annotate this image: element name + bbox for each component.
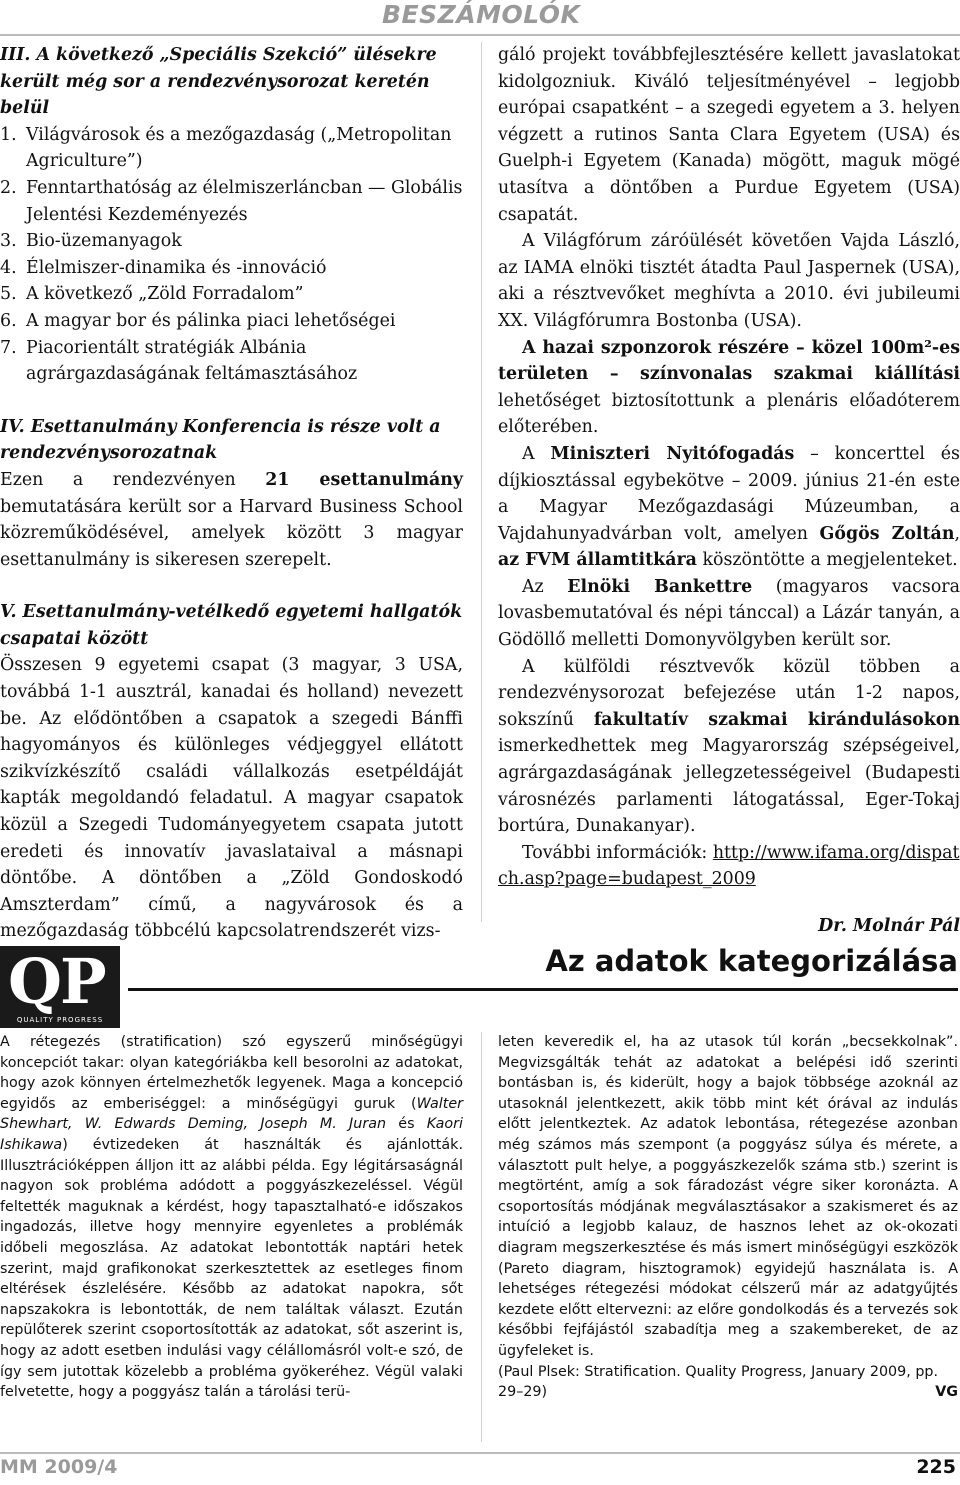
logo-letters: QP [8, 945, 105, 1018]
list-number: 6. [0, 310, 17, 331]
bold-run: 21 esettanulmány [265, 469, 464, 490]
list-item [0, 175, 463, 228]
source-citation [498, 1362, 958, 1403]
text-run: ) évtizedeken át használták és ajánlották. Illusztrációképpen álljon itt az alábbi példa. Egy légitársaságnál nagyon sok probléma adódott a poggyászkezeléssel. Végül feltették maguknak a kérdést, hogy tapasztalható-e időszakos ingadozás, illetve hogy mennyire egyenletes a problémák időbeli megoszlása. Az adatokat lebontották naptári hetek szerint, majd grafikonokat szerkesztettek az esetleges finom eltérések észlelésére. Később az adatokat napokra, sőt napszakokra is lebontották, de nem találtak választ. Ezután repülőterek szerint csoportosították az adatokat, sőt aszerint is, hogy az adott esetben indulási vagy célállomásról volt-e szó, de így sem jutottak közelebb a probléma gyökeréhez. Végül valaki felvetette, hogy a poggyász talán a tárolási terü- [0, 1136, 463, 1401]
list-item [0, 122, 463, 175]
left-column [0, 42, 464, 942]
text-run: A rétegezés (stratification) szó egyszerű minőségügyi koncepciót takar: olyan kategóriákba kell besorolni az adatokat, hogy azok könnyen értelmezhetők legyenek. Maga a koncepció egyidős az emberiséggel: a minőségügyi guruk ( [0, 1034, 463, 1112]
box-title-rule [128, 988, 958, 991]
quality-progress-logo [0, 946, 120, 1028]
text-run: ismerkedhettek meg Magyarország szépségeivel, agrárgazdaságának jellegzetességeivel (Budapesti városnézés parlamenti látogatással, Eger-Tokaj bortúra, Dunakanyar). [498, 736, 960, 837]
logo-subtitle: QUALITY PROGRESS [16, 1016, 104, 1024]
paragraph [498, 654, 960, 840]
box-left-column [0, 1032, 463, 1446]
special-sections-list [0, 122, 463, 388]
info-link[interactable]: http://www.ifama.org/dispatch.asp?page=budapest_2009 [498, 842, 960, 890]
header-rule [0, 34, 960, 36]
text-run: – koncerttel és díjkiosztással egybekötve – 2009. június 21-én este a Magyar Mezőgazdasági Múzeumban, a Vajdahunyadvárban volt, amelyen [498, 443, 960, 544]
list-item [0, 228, 463, 255]
paragraph [498, 840, 960, 893]
section-3-heading: III. A következő „Speciális Szekció” ülésekre került még sor a rendezvénysorozat keretén belül [0, 45, 437, 119]
text-run: és [386, 1116, 427, 1133]
section-title: BESZÁMOLÓK [382, 0, 581, 29]
box-title: Az adatok kategorizálása [545, 944, 958, 978]
text-run: Ezen a rendezvényen [0, 469, 266, 490]
spacer [0, 388, 463, 414]
section-5-heading: V. Esettanulmány-vetélkedő egyetemi hallgatók csapatai között [0, 602, 463, 649]
text-run: A külföldi résztvevők közül többen a rendezvénysorozat befejezése után 1-2 napos, sokszínű [498, 656, 960, 730]
text-run: (magyaros vacsora lovasbemutatóval és népi tánccal) a Lázár tanyán, a Gödöllő melletti Domonyvölgyben került sor. [498, 576, 960, 651]
text-run: , [954, 523, 960, 544]
paragraph: A Világfórum záróülését követően Vajda László, az IAMA elnöki tisztét átadta Paul Jaspernek (USA), aki a résztvevőket meghívta a 2010. évi jubileumi XX. Világfórumra Bostonba (USA). [498, 231, 960, 331]
list-text: A magyar bor és pálinka piaci lehetőségei [26, 310, 396, 331]
box-paragraph: leten keveredik el, ha az utasok túl korán „becsekkolnak”. Megvizsgálták tehát az adatokat a belépési idő szerinti bontásban is, és kiderült, hogy a bajok többsége azoknál az utasoknál jelentkezett, akik több mint két órával az indulás előtt jelentkeztek. Az adatok lebontása, rétegezése azonban még számos más szempont (a poggyász súlya és mérete, a választott pult helye, a poggyászkezelők száma stb.) szerint is megtörtént, amíg a sok fáradozást végre siker koronázta. A csoportosítás módjának megválasztásakor a szakismeret és az intuíció a legjobb kalauz, de hasznos lehet az ok-okozati diagram megszerkesztése és más ismert minőségügyi eszközök (Pareto diagram, hisztogramok) egyidejű használata is. A lehetséges rétegezési módokat célszerű már az adatgyűjtés kezdete előtt eltervezni: az előre gondolkodás és a tervezés sok későbbi fejfájástól szabadítja meg a szakembereket, de az ügyfeleket is. [498, 1034, 958, 1359]
text-run: A [522, 443, 551, 464]
journal-issue: MM 2009/4 [0, 1456, 118, 1478]
bold-run: az FVM államtitkára [498, 550, 697, 571]
right-column [498, 42, 960, 936]
italic-run: Walter Shewhart, W. Edwards Deming, Joseph M. Juran [0, 1095, 463, 1133]
list-number: 3. [0, 231, 17, 252]
text-run: További információk: [522, 842, 713, 863]
box-right-column [498, 1032, 958, 1446]
list-item [0, 255, 463, 282]
list-number: 4. [0, 257, 17, 278]
list-number: 5. [0, 284, 17, 305]
list-item [0, 308, 463, 335]
bold-run: Miniszteri Nyitófogadás [550, 443, 795, 464]
page-header [0, 0, 960, 38]
column-divider [481, 42, 482, 922]
footer-rule [0, 1452, 960, 1454]
bold-run: A hazai szponzorok részére – közel 100m²-es területen – színvonalas szakmai kiállítási [498, 337, 960, 385]
text-run: lehetőséget biztosítottunk a plenáris előadóterem előterében. [498, 390, 960, 438]
bold-run: Gőgös Zoltán [819, 523, 955, 544]
list-item [0, 335, 463, 388]
list-text: A következő „Zöld Forradalom” [26, 284, 304, 305]
box-paragraph [0, 1032, 463, 1403]
text-run: bemutatására került sor a Harvard Business School közreműködésével, amelyek között 3 magyar esettanulmány is sikeresen szerepelt. [0, 496, 463, 570]
section-4-paragraph [0, 467, 463, 573]
list-text: Fenntarthatóság az élelmiszerláncban — Globális Jelentési Kezdeményezés [26, 177, 463, 225]
list-number: 1. [0, 124, 17, 145]
list-number: 7. [0, 337, 17, 358]
author-initials: VG [935, 1384, 958, 1401]
spacer [0, 573, 463, 599]
list-text: Piacorientált stratégiák Albánia agrárgazdaságának feltámasztásához [26, 337, 358, 385]
paragraph [498, 335, 960, 441]
paragraph: gáló projekt továbbfejlesztésére kellett javaslatokat kidolgozniuk. Kiváló teljesítményével – legjobb európai csapatként – a szegedi egyetem a 3. helyen végzett a rutinos Santa Clara Egyetem (USA) és Guelph-i Egyetem (Kanada) mögött, maguk mögé utasítva a döntőben a Purdue Egyetem (USA) csapatát. [498, 45, 960, 225]
page-number: 225 [916, 1456, 956, 1478]
paragraph [498, 441, 960, 574]
text-run: Az [522, 576, 568, 597]
text-run: (Paul Plsek: Stratification. Quality Progress, January 2009, pp. 29–29) [498, 1363, 939, 1401]
text-run: köszöntötte a megjelenteket. [696, 550, 958, 571]
section-5-paragraph: Összesen 9 egyetemi csapat (3 magyar, 3 USA, továbbá 1-1 ausztrál, kanadai és holland) nevezett be. Az elődöntőben a csapatok a szegedi Bánffi hagyományos és különleges védjeggyel ellátott szikvízkészítő családi vállalkozás esetpéldáját kapták megoldandó feladatul. A magyar csapatok közül a Szegedi Tudományegyetem csapata jutott eredeti és innovatív javaslataival a másnapi döntőbe. A döntőben a „Zöld Gondoskodó Amszterdam” című, a nagyvárosok és a mezőgazdaság többcélú kapcsolatrendszerét vizs- [0, 655, 463, 942]
list-number: 2. [0, 177, 17, 198]
list-text: Bio-üzemanyagok [26, 231, 182, 252]
author-signature: Dr. Molnár Pál [818, 916, 960, 936]
list-text: Élelmiszer-dinamika és -innováció [26, 257, 327, 278]
list-item [0, 281, 463, 308]
section-4-heading: IV. Esettanulmány Konferencia is része volt a rendezvénysorozatnak [0, 416, 441, 464]
paragraph [498, 574, 960, 654]
bold-run: Elnöki Bankettre [567, 576, 753, 597]
list-text: Világvárosok és a mezőgazdaság („Metropolitan Agriculture”) [26, 124, 452, 172]
box-column-divider [481, 1032, 482, 1442]
bold-run: fakultatív szakmai kirándulásokon [593, 709, 960, 730]
italic-run: Kaori Ishikawa [0, 1116, 464, 1153]
